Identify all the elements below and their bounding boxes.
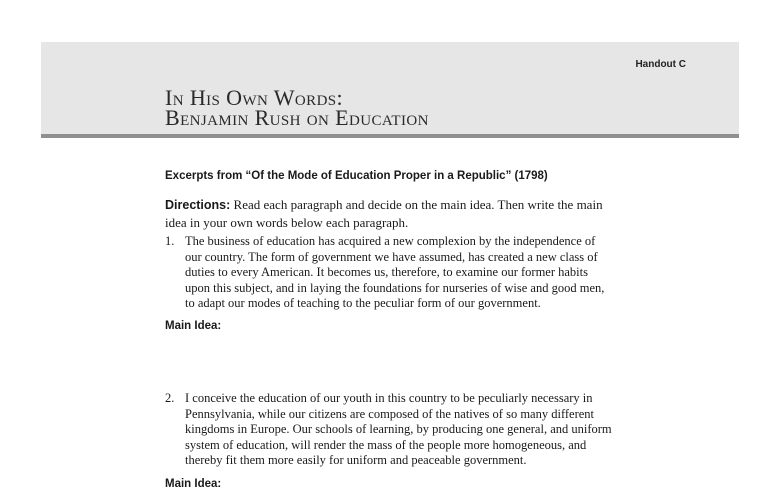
paragraph-text: The business of education has acquired a new complexion by the independence of our country. The form of government we have assumed, has created a new class of duties to every American. It becomes us, therefore, to examine our former habits upon this subject, and in laying the foundations for nurseries of wise and good men, to adapt our modes of teaching to the peculiar form of our government. <box>185 234 605 310</box>
paragraph-number: 2. <box>165 391 175 405</box>
title-line-1: In His Own Words: <box>165 85 344 110</box>
header-rule <box>41 134 739 138</box>
main-idea-label-1: Main Idea: <box>165 320 222 332</box>
paragraph-text: I conceive the education of our youth in this country to be peculiarly necessary in Pennsylvania, while our citizens are composed of the natives of so many different kingdoms in Europe. Our schools of learning, by producing one general, and uniform system of education, will render the mass of the people more homogeneous, and thereby fit them more easily for uniform and peaceable government. <box>185 391 612 467</box>
title-line-2: Benjamin Rush on Education <box>165 105 429 130</box>
paragraph-2 <box>165 391 615 469</box>
handout-label: Handout C <box>635 59 686 70</box>
excerpt-heading: Excerpts from “Of the Mode of Education Proper in a Republic” (1798) <box>165 170 548 182</box>
page-title <box>165 85 429 130</box>
main-idea-label-2: Main Idea: <box>165 478 222 490</box>
paragraph-number: 1. <box>165 234 175 248</box>
directions-label: Directions: <box>165 198 231 212</box>
directions-text: Read each paragraph and decide on the main idea. Then write the main idea in your own words below each paragraph. <box>165 197 603 230</box>
directions <box>165 196 615 231</box>
paragraph-1 <box>165 234 615 312</box>
